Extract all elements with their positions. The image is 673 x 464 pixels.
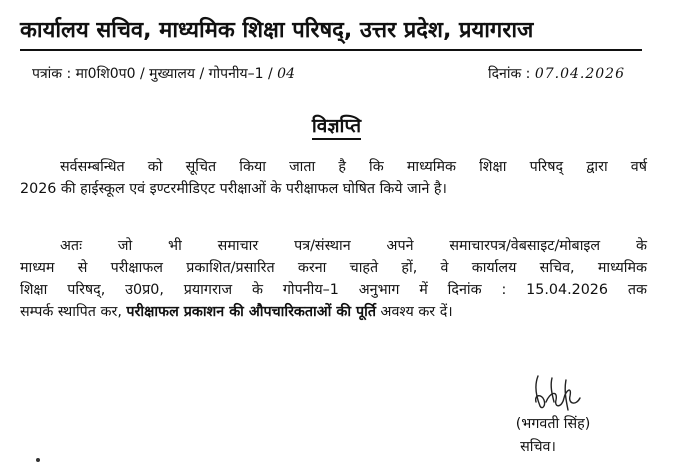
notice-title [0,114,673,138]
date-handwritten: 07.04.2026 [534,66,625,82]
letter-number-label: पत्रांक : मा0शि0प0 / मुख्यालय / गोपनीय–1 / [32,66,273,82]
letter-number-handwritten: 04 [277,66,295,82]
paragraph-2-line-4 [20,301,647,323]
signatory-designation: सचिव। [520,439,556,455]
letter-number [32,64,295,84]
office-heading: कार्यालय सचिव, माध्यमिक शिक्षा परिषद्, उत्तर प्रदेश, प्रयागराज [20,18,534,43]
signatory-name: (भगवती सिंह) [515,416,591,432]
paragraph-1-line-2: 2026 की हाईस्कूल एवं इण्टरमीडिएट परीक्षाओं के परीक्षाफल घोषित किये जाने है। [20,181,447,197]
paragraph-2-line-1-text: अतः जो भी समाचार पत्र/संस्थान अपने समाचारपत्र/वेबसाइट/मोबाइल के [60,238,647,254]
scan-mark [36,458,40,462]
heading-underline [20,49,642,51]
paragraph-1 [20,156,647,200]
paragraph-2-line-4-start: सम्पर्क स्थापित कर, [20,304,122,320]
paragraph-1-line-1 [20,156,647,178]
date-label: दिनांक : [488,66,531,82]
paragraph-2-line-2: माध्यम से परीक्षाफल प्रकाशित/प्रसारित करना चाहते हों, वे कार्यालय सचिव, माध्यमिक [20,260,647,276]
paragraph-2-line-1 [20,235,647,257]
paragraph-2 [20,235,647,323]
letter-date [488,64,625,84]
paragraph-1-line-1-text: सर्वसम्बन्धित को सूचित किया जाता है कि माध्यमिक शिक्षा परिषद् द्वारा वर्ष [60,159,647,175]
paragraph-2-line-3: शिक्षा परिषद्, उ0प्र0, प्रयागराज के गोपनीय–1 अनुभाग में दिनांक : 15.04.2026 तक [20,282,647,298]
paragraph-2-line-4-bold: परीक्षाफल प्रकाशन की औपचारिकताओं की पूर्ति [126,304,376,320]
handwritten-signature [528,372,588,416]
paragraph-2-line-4-end: अवश्य कर दें। [380,304,453,320]
notice-title-text: विज्ञप्ति [312,115,361,140]
